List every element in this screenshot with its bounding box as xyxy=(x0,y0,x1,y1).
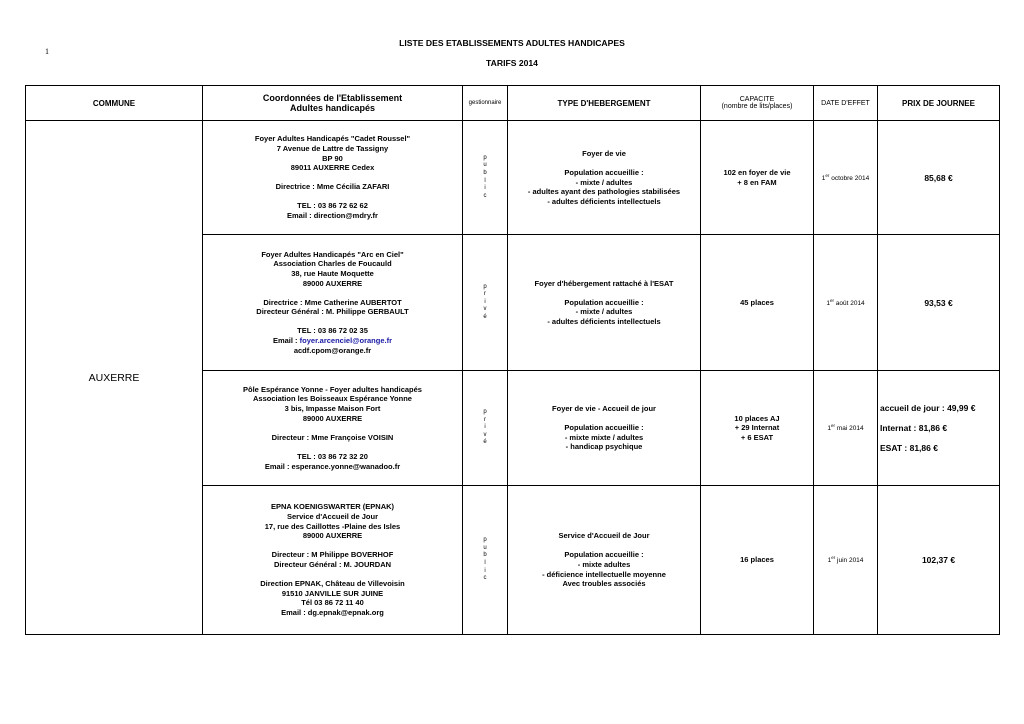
capacite-line: + 29 Internat xyxy=(734,423,780,433)
type-hebergement-cell xyxy=(508,235,701,371)
coord-email-line xyxy=(203,336,462,346)
gestionnaire-cell xyxy=(463,235,508,371)
coord-line: Tél 03 86 72 11 40 xyxy=(301,598,364,608)
type-line: - mixte mixte / adultes xyxy=(564,432,644,442)
coord-line xyxy=(203,288,462,298)
gestionnaire-letter: p xyxy=(483,409,487,416)
date-month-year: octobre 2014 xyxy=(829,175,870,183)
prix-value: 102,37 € xyxy=(921,555,956,565)
coord-line: TEL : 03 86 72 62 62 xyxy=(297,201,368,211)
type-line: Avec troubles associés xyxy=(562,579,646,589)
gestionnaire-letter: i xyxy=(484,298,486,305)
coord-line xyxy=(203,570,462,580)
gestionnaire-letter: l xyxy=(484,560,486,566)
gestionnaire-letter: v xyxy=(483,431,487,438)
prix-journee-cell xyxy=(878,371,1000,486)
date-day: 1 xyxy=(827,425,832,433)
header-coordonnees-line2: Adultes handicapés xyxy=(289,103,376,113)
coord-line: Email : esperance.yonne@wanadoo.fr xyxy=(264,461,401,471)
gestionnaire-letter: l xyxy=(484,177,486,184)
coord-line: 3 bis, Impasse Maison Fort xyxy=(284,404,381,414)
coord-line: Directeur : M Philippe BOVERHOF xyxy=(271,550,394,560)
gestionnaire-letter: i xyxy=(484,567,486,574)
coordonnees-cell xyxy=(203,486,463,635)
type-hebergement-cell xyxy=(508,371,701,486)
date-suffix: er xyxy=(829,297,834,303)
date-suffix: er xyxy=(825,172,830,178)
coord-line: Directeur Général : M. Philippe GERBAULT xyxy=(256,307,409,317)
capacite-line: 10 places AJ xyxy=(734,413,780,423)
coord-line: Foyer Adultes Handicapés "Cadet Roussel" xyxy=(254,134,411,144)
type-line: Foyer d'hébergement rattaché à l'ESAT xyxy=(534,278,674,288)
document-title: LISTE DES ETABLISSEMENTS ADULTES HANDICAPES xyxy=(399,38,625,48)
gestionnaire-letter: é xyxy=(483,439,487,446)
gestionnaire-letter: c xyxy=(483,575,487,582)
coordonnees-cell xyxy=(203,121,463,235)
prix-value: 93,53 € xyxy=(924,297,953,308)
coord-line: TEL : 03 86 72 02 35 xyxy=(297,326,368,336)
gestionnaire-letter: c xyxy=(483,192,487,199)
type-line: - déficience intellectuelle moyenne xyxy=(542,569,666,579)
coord-line: Email : dg.epnak@epnak.org xyxy=(281,607,384,617)
gestionnaire-cell xyxy=(463,371,508,486)
date-day: 1 xyxy=(821,175,826,183)
date-day: 1 xyxy=(827,557,832,565)
type-line: - mixte adultes xyxy=(577,560,631,569)
date-suffix: er xyxy=(831,555,836,561)
gestionnaire-letter: b xyxy=(483,169,487,176)
header-coordonnees-line1: Coordonnées de l'Etablissement xyxy=(262,93,403,103)
page-number: 1 xyxy=(45,47,49,56)
capacite-cell xyxy=(701,121,814,235)
gestionnaire-letter: v xyxy=(483,306,487,313)
date-month-year: août 2014 xyxy=(833,300,865,308)
gestionnaire-cell xyxy=(463,121,508,235)
prix-value: accueil de jour : 49,99 € xyxy=(880,403,976,413)
capacite-line: 16 places xyxy=(740,555,774,565)
date-month-year: mai 2014 xyxy=(835,425,864,433)
coord-line: EPNA KOENIGSWARTER (EPNAK) xyxy=(270,502,395,512)
type-line: - adultes ayant des pathologies stabilisées xyxy=(527,187,681,197)
coord-line: Direction EPNAK, Château de Villevoisin xyxy=(260,579,405,589)
type-line: Population accueillie : xyxy=(564,550,644,560)
type-line: - mixte / adultes xyxy=(575,307,633,317)
coord-line xyxy=(203,541,462,551)
prix-value: Internat : 81,86 € xyxy=(880,423,948,433)
capacite-cell xyxy=(701,235,814,371)
date-suffix: er xyxy=(831,423,836,429)
coord-line: 89011 AUXERRE Cedex xyxy=(290,163,375,173)
capacite-line: + 6 ESAT xyxy=(740,432,774,442)
type-line xyxy=(508,158,700,168)
capacite-cell xyxy=(701,486,814,635)
coord-line: 89000 AUXERRE xyxy=(302,278,363,288)
coord-line: 17, rue des Caillottes -Plaine des Isles xyxy=(264,521,401,531)
prix-value: 85,68 € xyxy=(924,172,953,183)
gestionnaire-letter: é xyxy=(483,313,487,320)
email-label: Email : xyxy=(272,336,300,346)
type-line: Service d'Accueil de Jour xyxy=(558,531,650,541)
coord-line: Directrice : Mme Catherine AUBERTOT xyxy=(263,297,402,307)
coord-line: Pôle Espérance Yonne - Foyer adultes handicapés xyxy=(243,384,422,394)
type-line: - adultes déficients intellectuels xyxy=(547,316,661,326)
header-capacite-line2: (nombre de lits/places) xyxy=(721,103,793,110)
document-subtitle: TARIFS 2014 xyxy=(486,58,538,68)
date-day: 1 xyxy=(826,300,830,308)
type-line xyxy=(508,414,700,424)
date-effet-cell xyxy=(814,235,878,371)
date-effet-cell xyxy=(814,121,878,235)
coord-line: Association Charles de Foucauld xyxy=(273,259,392,269)
capacite-line: + 8 en FAM xyxy=(737,177,777,187)
coord-line: BP 90 xyxy=(322,153,343,163)
prix-value: ESAT : 81,86 € xyxy=(880,443,938,453)
gestionnaire-letter: b xyxy=(483,552,487,559)
type-line: - adultes déficients intellectuels xyxy=(547,196,661,206)
type-line: Population accueillie : xyxy=(564,297,644,307)
gestionnaire-letter: r xyxy=(484,416,486,423)
coord-line xyxy=(203,423,462,433)
header-gestionnaire: gestionnaire xyxy=(463,86,508,121)
table-row xyxy=(26,121,1000,235)
gestionnaire-letter: r xyxy=(484,291,486,298)
date-month-year: juin 2014 xyxy=(835,557,864,565)
prix-journee-cell xyxy=(878,121,1000,235)
establishments-table xyxy=(25,85,1000,635)
gestionnaire-letter: p xyxy=(483,154,487,161)
header-commune: COMMUNE xyxy=(26,86,203,121)
coord-line xyxy=(203,173,462,183)
coord-line xyxy=(203,192,462,202)
gestionnaire-letter: u xyxy=(483,544,487,551)
prix-journee-cell xyxy=(878,486,1000,635)
gestionnaire-letter: u xyxy=(483,162,487,169)
type-hebergement-cell xyxy=(508,486,701,635)
gestionnaire-letter: p xyxy=(483,537,487,544)
coord-line: Foyer Adultes Handicapés "Arc en Ciel" xyxy=(261,249,404,259)
coord-line: Service d'Accueil de Jour xyxy=(287,512,378,522)
coord-line: Directeur : Mme Françoise VOISIN xyxy=(271,432,394,442)
gestionnaire-letter: i xyxy=(484,424,486,431)
email-link[interactable]: foyer.arcenciel@orange.fr xyxy=(299,336,393,346)
header-prix-journee: PRIX DE JOURNEE xyxy=(878,86,1000,121)
coord-line xyxy=(203,317,462,327)
header-capacite-line1: CAPACITE xyxy=(739,96,775,103)
prix-journee-cell xyxy=(878,235,1000,371)
coord-line: 38, rue Haute Moquette xyxy=(291,268,374,278)
type-line xyxy=(508,541,700,551)
type-line: Population accueillie : xyxy=(564,423,644,433)
date-effet-cell xyxy=(814,371,878,486)
coord-line: Email : direction@mdry.fr xyxy=(287,211,378,221)
capacite-cell xyxy=(701,371,814,486)
header-capacite xyxy=(701,86,814,121)
header-date-effet: DATE D'EFFET xyxy=(814,86,878,121)
type-line: Foyer de vie xyxy=(582,148,626,158)
coord-line: TEL : 03 86 72 32 20 xyxy=(297,451,368,461)
coordonnees-cell xyxy=(203,235,463,371)
header-type-hebergement: TYPE D'HEBERGEMENT xyxy=(508,86,701,121)
gestionnaire-letter: p xyxy=(483,283,487,290)
type-line: Foyer de vie - Accueil de jour xyxy=(552,404,656,414)
coord-line: 91510 JANVILLE SUR JUINE xyxy=(281,588,384,598)
table-header-row xyxy=(26,86,1000,121)
coord-line: 7 Avenue de Lattre de Tassigny xyxy=(276,143,389,153)
commune-cell: AUXERRE xyxy=(26,121,203,635)
coordonnees-cell xyxy=(203,371,463,486)
coord-line: Directeur Général : M. JOURDAN xyxy=(273,560,392,569)
coord-line: Association les Boisseaux Espérance Yonne xyxy=(253,394,412,404)
coord-line: 89000 AUXERRE xyxy=(302,413,363,423)
type-line xyxy=(508,288,700,298)
type-line: Population accueillie : xyxy=(564,167,644,177)
capacite-line: 45 places xyxy=(740,297,774,307)
coord-line: Directrice : Mme Cécilia ZAFARI xyxy=(275,182,390,192)
coord-line xyxy=(203,442,462,452)
date-effet-cell xyxy=(814,486,878,635)
coord-line: 89000 AUXERRE xyxy=(302,531,363,541)
coord-line: acdf.cpom@orange.fr xyxy=(293,345,372,355)
type-hebergement-cell xyxy=(508,121,701,235)
gestionnaire-cell xyxy=(463,486,508,635)
type-line: - handicap psychique xyxy=(565,442,643,452)
header-coordonnees xyxy=(203,86,463,121)
gestionnaire-letter: i xyxy=(484,185,486,192)
capacite-line: 102 en foyer de vie xyxy=(723,167,791,177)
type-line: - mixte / adultes xyxy=(575,177,633,187)
